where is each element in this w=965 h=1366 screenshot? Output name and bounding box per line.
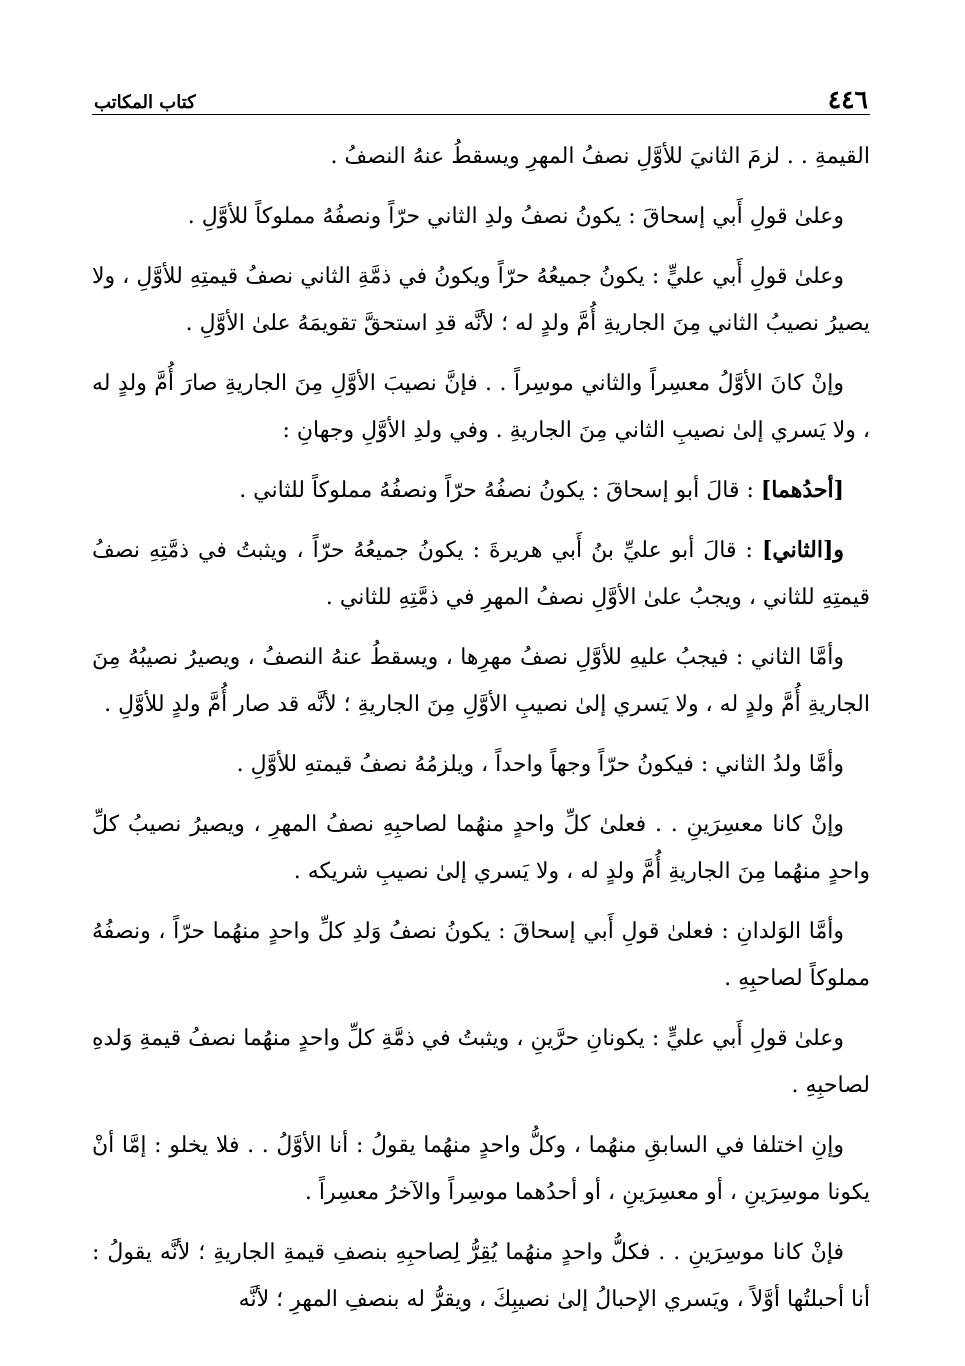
paragraph	[92, 741, 870, 788]
page-header	[92, 78, 870, 115]
body-text	[92, 133, 870, 1323]
paragraph-text: القيمةِ . . لزمَ الثانيَ للأوَّلِ نصفُ المهرِ ويسقطُ عنهُ النصفُ .	[330, 144, 870, 169]
paragraph-text: : قالَ أبو عليِّ بنُ أَبي هريرةَ : يكونُ جميعُهُ حرّاً ، ويثبتُ في ذمَّتِهِ نصفُ قيمتِهِ للثاني ، ويجبُ علىٰ الأوَّلِ نصفُ المهرِ في ذمَّتِهِ للثاني .	[92, 538, 870, 610]
paragraph	[92, 908, 870, 1002]
paragraph-text: وأمَّا الثاني : فيجبُ عليهِ للأوَّلِ نصفُ مهرِها ، ويسقطُ عنهُ النصفُ ، ويصيرُ نصيبُهُ مِنَ الجاريةِ أُمَّ ولدٍ له ، ولا يَسري إلىٰ نصيبِ الأوَّلِ مِنَ الجاريةِ ؛ لأنَّه قد صار أُمَّ ولدٍ للأوَّلِ .	[92, 645, 870, 717]
paragraph	[92, 634, 870, 728]
book-page	[92, 78, 870, 1336]
paragraph-text: وأمَّا ولدُ الثاني : فيكونُ حرّاً وجهاً واحداً ، ويلزمُهُ نصفُ قيمتهِ للأوَّلِ .	[236, 752, 844, 777]
paragraph-text: وإنْ كانا معسِرَينِ . . فعلىٰ كلِّ واحدٍ منهُما لصاحبِهِ نصفُ المهرِ ، ويصيرُ نصيبُ كلِّ واحدٍ منهُما مِنَ الجاريةِ أُمَّ ولدٍ له ، ولا يَسري إلىٰ نصيبِ شريكه .	[92, 812, 870, 884]
running-title: كتاب المكاتب	[94, 92, 196, 113]
paragraph	[92, 133, 870, 180]
paragraph-text: وعلىٰ قولِ أَبي إسحاقَ : يكونُ نصفُ ولدِ الثاني حرّاً ونصفُهُ مملوكاً للأوَّلِ .	[187, 204, 844, 229]
paragraph-text: وأمَّا الوَلدانِ : فعلىٰ قولِ أَبي إسحاقَ : يكونُ نصفُ وَلدِ كلِّ واحدٍ منهُما حرّاً ، ونصفُهُ مملوكاً لصاحبِهِ .	[92, 919, 870, 991]
paragraph	[92, 527, 870, 621]
paragraph-text: وعلىٰ قولِ أَبي عليٍّ : يكونُ جميعُهُ حرّاً ويكونُ في ذمَّةِ الثاني نصفُ قيمتِهِ للأوَّلِ ، ولا يصيرُ نصيبُ الثاني مِنَ الجاريةِ أُمَّ ولدٍ له ؛ لأنَّه قدِ استحقَّ تقويمَهُ علىٰ الأوَّلِ .	[92, 264, 870, 336]
page-number: ٤٤٦	[827, 85, 868, 114]
paragraph	[92, 360, 870, 454]
section-label: [أحدُهما]	[760, 477, 844, 503]
paragraph-text: وإنْ كانَ الأوَّلُ معسِراً والثاني موسِراً . . فإنَّ نصيبَ الأوَّلِ مِنَ الجاريةِ صارَ أُمَّ ولدٍ له ، ولا يَسري إلىٰ نصيبِ الثاني مِنَ الجاريةِ . وفي ولدِ الأوَّلِ وجهانِ :	[92, 371, 870, 443]
paragraph-text: : قالَ أبو إسحاقَ : يكونُ نصفُهُ حرّاً ونصفُهُ مملوكاً للثاني .	[239, 478, 761, 503]
paragraph	[92, 193, 870, 240]
paragraph	[92, 467, 870, 514]
paragraph	[92, 1229, 870, 1323]
paragraph	[92, 1122, 870, 1216]
section-label: و[الثاني]	[761, 537, 844, 563]
paragraph-text: وعلىٰ قولِ أَبي عليٍّ : يكونانِ حرَّينِ ، ويثبتُ في ذمَّةِ كلِّ واحدٍ منهُما نصفُ قيمةِ وَلدهِ لصاحبِهِ .	[92, 1026, 870, 1098]
paragraph-text: فإنْ كانا موسِرَينِ . . فكلُّ واحدٍ منهُما يُقِرُّ لِصاحبِهِ بنصفِ قيمةِ الجاريةِ ؛ لأنَّه يقولُ : أنا أحبلتُها أوَّلاً ، ويَسري الإحبالُ إلىٰ نصيبِكَ ، ويقرُّ له بنصفِ المهرِ ؛ لأنَّه	[92, 1240, 870, 1312]
paragraph	[92, 1015, 870, 1109]
paragraph-text: وإنِ اختلفا في السابقِ منهُما ، وكلُّ واحدٍ منهُما يقولُ : أنا الأوَّلُ . . فلا يخلو : إمَّا أنْ يكونا موسِرَينِ ، أو معسِرَينِ ، أو أحدُهما موسِراً والآخرُ معسِراً .	[92, 1133, 870, 1205]
paragraph	[92, 801, 870, 895]
paragraph	[92, 253, 870, 347]
